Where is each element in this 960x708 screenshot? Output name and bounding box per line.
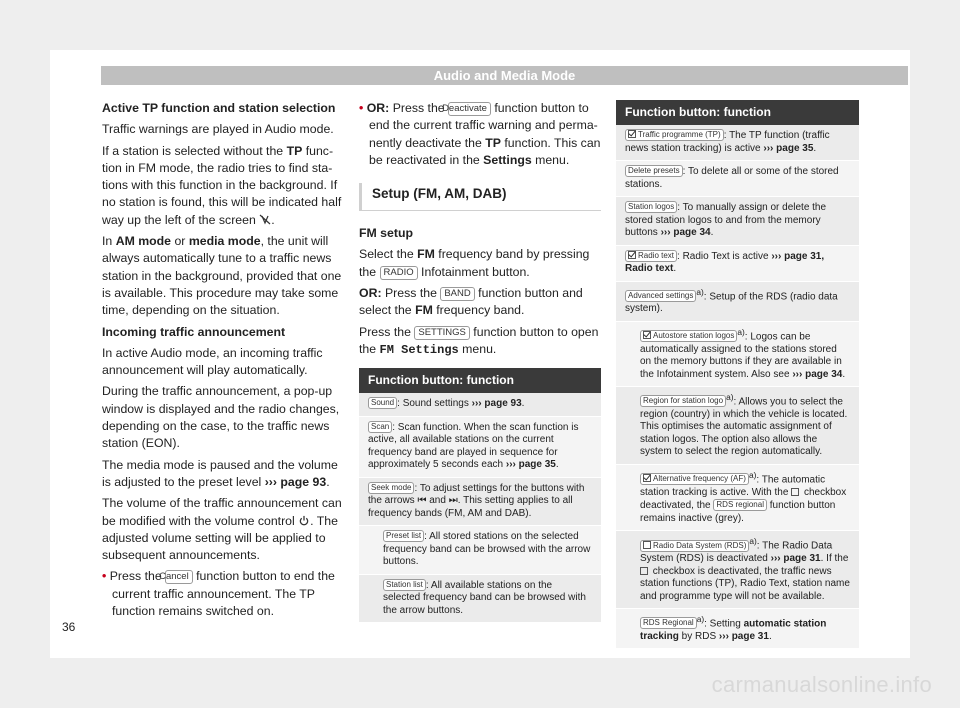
autostore-logos-button[interactable]: Autostore station logos [640, 330, 737, 342]
table-row: Seek mode : To adjust settings for the buttons with the arrows ⏮ and ⏭. This setting applies to all frequency bands (FM, AM and DAB). [359, 478, 601, 527]
checkbox-checked-icon [628, 130, 636, 138]
settings-button[interactable]: SETTINGS [414, 326, 470, 340]
table-row: Delete presets : To delete all or some of the stored stations. [616, 161, 859, 197]
table-row: Scan : Scan function. When the scan function is active, all available stations on the current frequency band are played in sequence for approximately 5 seconds each ››› page 35. [359, 417, 601, 478]
column-left [102, 100, 342, 624]
manual-page [50, 50, 910, 658]
table-row: Radio Data System (RDS) $^{a)}$: The Radio Data System (RDS) is deactivated ››› page 31. If the checkbox is deactivated, the traffic news station functions (TP), Radio Text, station name and programme type will not be available. [616, 531, 859, 609]
page-number: 36 [62, 620, 76, 634]
paragraph: In AM mode or media mode, the unit will always automatically tune to a traffic news station in the background, provided that one is available. This procedure may take some time, depending on the situation. [102, 234, 342, 318]
paragraph: Select the FM frequency band by pressing the RADIO Infotainment button. [359, 247, 590, 279]
bullet-icon: • [102, 569, 110, 584]
table-row: Traffic programme (TP) : The TP function (traffic news station tracking) is active ››› page 35. [616, 125, 859, 161]
table-row: Station list : All available stations on the selected frequency band can be browsed with the arrow buttons. [359, 575, 601, 624]
bullet-icon: • [359, 101, 367, 115]
table-row: Advanced settings $^{a)}$: Setup of the RDS (radio data system). [616, 282, 859, 322]
checkbox-empty-icon [640, 567, 648, 575]
page-header: Audio and Media Mode [101, 66, 908, 85]
function-table [359, 368, 601, 623]
table-row: Region for station logo $^{a)}$: Allows you to select the region (country) in which the vehicle is located. This optimises the automatic assignment of station logos. The option also allows the system to select the region automatically. [616, 387, 859, 465]
deactivate-button[interactable]: Deactivate [448, 102, 491, 116]
table-row: Alternative frequency (AF) $^{a)}$: The automatic station tracking is active. With the checkbox deactivated, the RDS regional function button remains inactive (grey). [616, 465, 859, 531]
section-heading-setup: Setup (FM, AM, DAB) [359, 183, 601, 211]
checkbox-empty-icon [643, 541, 651, 549]
table-row: RDS Regional $^{a)}$: Setting automatic station tracking by RDS ››› page 31. [616, 609, 859, 649]
column-right [616, 100, 859, 649]
rds-button[interactable]: Radio Data System (RDS) [640, 540, 749, 552]
table-header: Function button: function [359, 368, 601, 393]
paragraph: The media mode is paused and the volume is adjusted to the preset level ››› page 93. [102, 457, 338, 489]
preset-list-button[interactable]: Preset list [383, 530, 424, 542]
radio-button[interactable]: RADIO [380, 266, 418, 280]
cancel-button[interactable]: Cancel [165, 570, 193, 584]
station-list-button[interactable]: Station list [383, 579, 426, 591]
station-logos-button[interactable]: Station logos [625, 201, 677, 213]
column-middle [359, 100, 601, 623]
checkbox-empty-icon [791, 488, 799, 496]
heading-incoming: Incoming traffic announcement [102, 324, 286, 339]
band-button[interactable]: BAND [440, 287, 474, 301]
paragraph: OR: Press the BAND function button and select the FM frequency band. [359, 286, 583, 318]
paragraph: During the traffic announcement, a pop-up window is displayed and the radio changes, depending on the case, to the traffic news station (EON). [102, 384, 340, 451]
paragraph: Press the SETTINGS function button to open the FM Settings menu. [359, 324, 599, 357]
bullet-item: • Press the Cancel function button to end the current traffic announcement. The TP function remains switched on. [102, 569, 335, 619]
table-row: Preset list : All stored stations on the selected frequency band can be browsed with the arrow buttons. [359, 526, 601, 575]
paragraph: In active Audio mode, an incoming traffic announcement will play automatically. [102, 345, 323, 378]
region-logo-button[interactable]: Region for station logo [640, 395, 726, 407]
heading-tp: Active TP function and station selection [102, 101, 336, 115]
table-row: Station logos : To manually assign or delete the stored station logos to and from the memory buttons ››› page 34. [616, 197, 859, 246]
function-table-right [616, 100, 859, 649]
paragraph: If a station is selected without the TP function in FM mode, the radio tries to find stations with this function in the background. If no station is found, this will be indicated half way up the left of the screen . [102, 143, 342, 227]
table-row: Autostore station logos $^{a)}$: Logos can be automatically assigned to the stations stored on the memory buttons if they are available in the Infotainment system. Also see ››› page 34. [616, 322, 859, 387]
radio-text-button[interactable]: Radio text [625, 250, 677, 262]
power-volume-icon [298, 515, 310, 526]
checkbox-checked-icon [628, 251, 636, 259]
checkbox-checked-icon [643, 474, 651, 482]
seek-mode-button[interactable]: Seek mode [368, 482, 414, 494]
sound-button[interactable]: Sound [368, 397, 397, 409]
paragraph: The volume of the traffic announcement can be modified with the volume control . The adjusted volume setting will be applied to subsequent announcements. [102, 496, 342, 563]
heading-fm-setup: FM setup [359, 226, 413, 241]
bullet-item: • OR: Press the Deactivate function button to end the current traffic warning and permanently deactivate the TP function. This can be reactivated in the Settings menu. [359, 101, 601, 167]
advanced-settings-button[interactable]: Advanced settings [625, 290, 696, 302]
table-row: Sound : Sound settings ››› page 93. [359, 393, 601, 417]
delete-presets-button[interactable]: Delete presets [625, 165, 683, 177]
scan-button[interactable]: Scan [368, 421, 392, 433]
rds-regional-button[interactable]: RDS regional [713, 499, 767, 511]
no-tp-icon [259, 214, 271, 225]
traffic-programme-button[interactable]: Traffic programme (TP) [625, 129, 724, 141]
table-row: Radio text : Radio Text is active ››› page 31, Radio text. [616, 246, 859, 282]
checkbox-checked-icon [643, 331, 651, 339]
table-header: Function button: function [616, 100, 859, 125]
alternative-frequency-button[interactable]: Alternative frequency (AF) [640, 473, 749, 485]
watermark: carmanualsonline.info [711, 672, 932, 697]
rds-regional-setting-button[interactable]: RDS Regional [640, 617, 697, 629]
paragraph: Traffic warnings are played in Audio mode. [102, 122, 334, 137]
